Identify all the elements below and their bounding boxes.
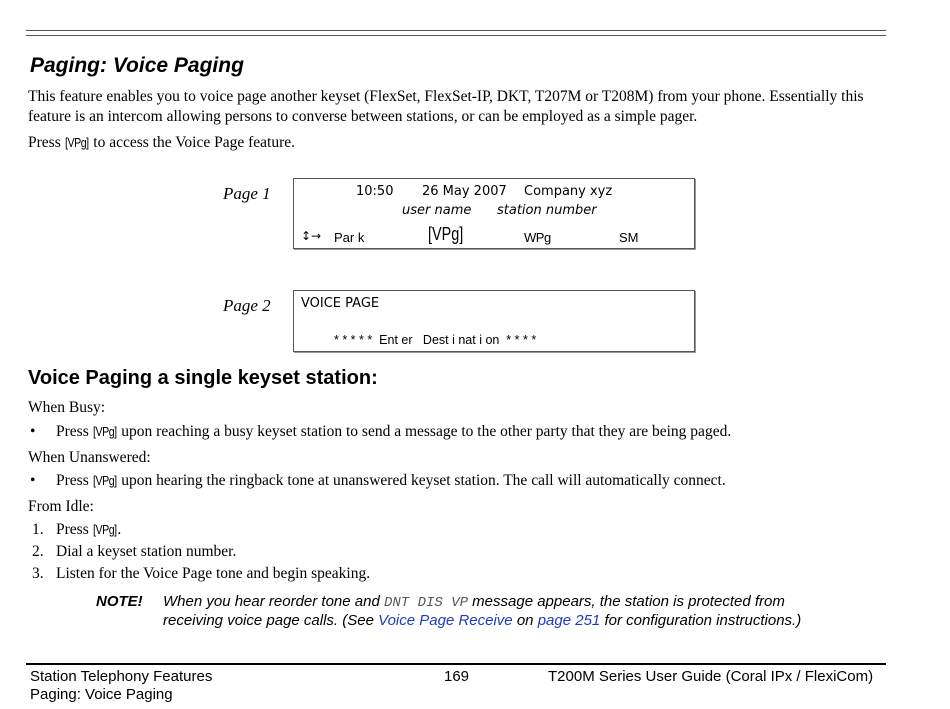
softkey-vpg[interactable]: [VPg]	[428, 224, 464, 244]
lcd-enter-destination: * * * * * Ent er Dest i nat i on * * * *	[334, 333, 537, 347]
idle-step-1	[32, 520, 121, 540]
note-text-part: on	[516, 612, 534, 629]
footer-left-1: Station Telephony Features	[30, 668, 213, 685]
unanswered-instruction	[56, 471, 726, 491]
lcd-time: 10:50	[356, 184, 394, 199]
lcd-display-page2	[293, 290, 695, 352]
note-text-part: message appears, the station is protected from	[472, 593, 785, 610]
header-rule-bottom	[26, 35, 886, 36]
step-number: 3.	[32, 565, 44, 582]
lcd-station-number: station number	[497, 203, 597, 218]
lcd-user-name: user name	[402, 203, 472, 218]
vpg-key-label: [VPg]	[64, 135, 89, 150]
idle-step-3	[32, 564, 370, 584]
vpg-key-label: [VPg]	[92, 473, 117, 488]
step1-press: Press	[56, 521, 89, 538]
lcd-page2-label: Page 2	[223, 296, 271, 315]
press-text-post: to access the Voice Page feature.	[93, 134, 295, 151]
lcd-company: Company xyz	[524, 184, 613, 199]
busy-press: Press	[56, 423, 89, 440]
busy-bullet-icon: •	[30, 423, 36, 440]
lcd-date: 26 May 2007	[422, 184, 507, 199]
step2-text: Dial a keyset station number.	[56, 543, 237, 560]
page-251-link[interactable]: page 251	[537, 612, 601, 629]
press-instruction	[28, 133, 295, 153]
note-text-part: receiving voice page calls. (See	[163, 612, 374, 629]
footer-left-2: Paging: Voice Paging	[30, 686, 173, 703]
from-idle-heading: From Idle:	[28, 498, 94, 515]
step-number: 2.	[32, 543, 44, 560]
page-title: Paging: Voice Paging	[30, 54, 244, 77]
footer-page-number: 169	[444, 668, 470, 685]
unanswered-press: Press	[56, 472, 89, 489]
note-code: DNT DIS VP	[383, 595, 468, 611]
lcd-voice-page-title: VOICE PAGE	[301, 296, 380, 311]
when-busy-heading: When Busy:	[28, 399, 106, 416]
unanswered-text: upon hearing the ringback tone at unanswered keyset station. The call will automatically connect.	[121, 472, 726, 489]
lcd-display-page1	[293, 178, 695, 249]
vpg-key-label: [VPg]	[92, 424, 117, 439]
busy-instruction	[56, 422, 731, 442]
softkey-sm[interactable]: SM	[619, 230, 639, 245]
unanswered-bullet-icon: •	[30, 472, 36, 489]
voice-page-receive-link[interactable]: Voice Page Receive	[378, 612, 513, 629]
header-rule-top	[26, 30, 886, 31]
step-number: 1.	[32, 521, 44, 538]
note-text	[163, 593, 863, 630]
softkey-wpg[interactable]: WPg	[524, 230, 551, 245]
intro-paragraph: This feature enables you to voice page another keyset (FlexSet, FlexSet-IP, DKT, T207M or T208M) from your phone. Essentially this feature is an intercom allowing persons to converse between stations, or can be employed as a simple pager.	[28, 88, 864, 125]
footer-rule	[26, 663, 886, 665]
note-text-part: When you hear reorder tone and	[163, 593, 380, 610]
lcd-page1-label: Page 1	[223, 184, 271, 203]
note-line-2	[163, 612, 863, 630]
when-unanswered-heading: When Unanswered:	[28, 449, 151, 466]
vpg-key-label: [VPg]	[92, 522, 117, 537]
note-text-part: for configuration instructions.)	[604, 612, 802, 629]
busy-text: upon reaching a busy keyset station to send a message to the other party that they are being paged.	[121, 423, 732, 440]
note-line-1	[163, 593, 863, 612]
step1-period: .	[117, 521, 122, 538]
softkey-park[interactable]: Par k	[334, 230, 365, 245]
note-label: NOTE!	[96, 593, 143, 610]
press-text: Press	[28, 134, 61, 151]
section-heading: Voice Paging a single keyset station:	[28, 367, 378, 389]
footer-right: T200M Series User Guide (Coral IPx / FlexiCom)	[548, 668, 874, 685]
scroll-arrow-icon: ↕→	[301, 229, 322, 243]
idle-step-2	[32, 542, 236, 562]
step3-text: Listen for the Voice Page tone and begin speaking.	[56, 565, 371, 582]
